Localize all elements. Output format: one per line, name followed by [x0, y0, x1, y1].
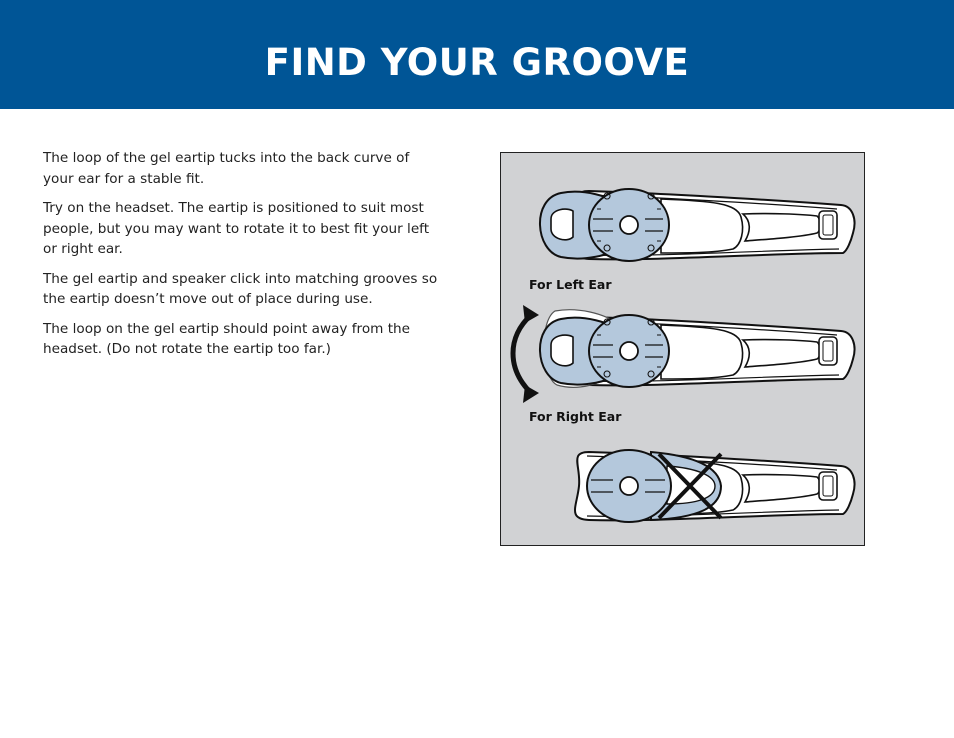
headset-rotation	[513, 305, 855, 403]
illustration-svg	[501, 153, 865, 546]
paragraph-1: The loop of the gel eartip tucks into the back curve of your ear for a stable fit.	[43, 150, 410, 187]
paragraph-4: The loop on the gel eartip should point away from the headset. (Do not rotate the eartip too far.)	[43, 320, 411, 357]
label-right-ear: For Right Ear	[529, 409, 622, 424]
headset-left-ear	[540, 189, 855, 261]
label-left-ear: For Left Ear	[529, 277, 612, 292]
page-header	[0, 0, 954, 109]
instructions-text	[43, 148, 443, 369]
headset-incorrect	[575, 450, 855, 522]
paragraph-2: Try on the headset. The eartip is positioned to suit most people, but you may want to rotate it to best fit your left or right ear.	[43, 200, 430, 257]
paragraph-3: The gel eartip and speaker click into matching grooves so the eartip doesn’t move out of place during use.	[43, 270, 438, 307]
eartip-illustration	[500, 152, 865, 546]
page-title: FIND YOUR GROOVE	[264, 41, 690, 84]
